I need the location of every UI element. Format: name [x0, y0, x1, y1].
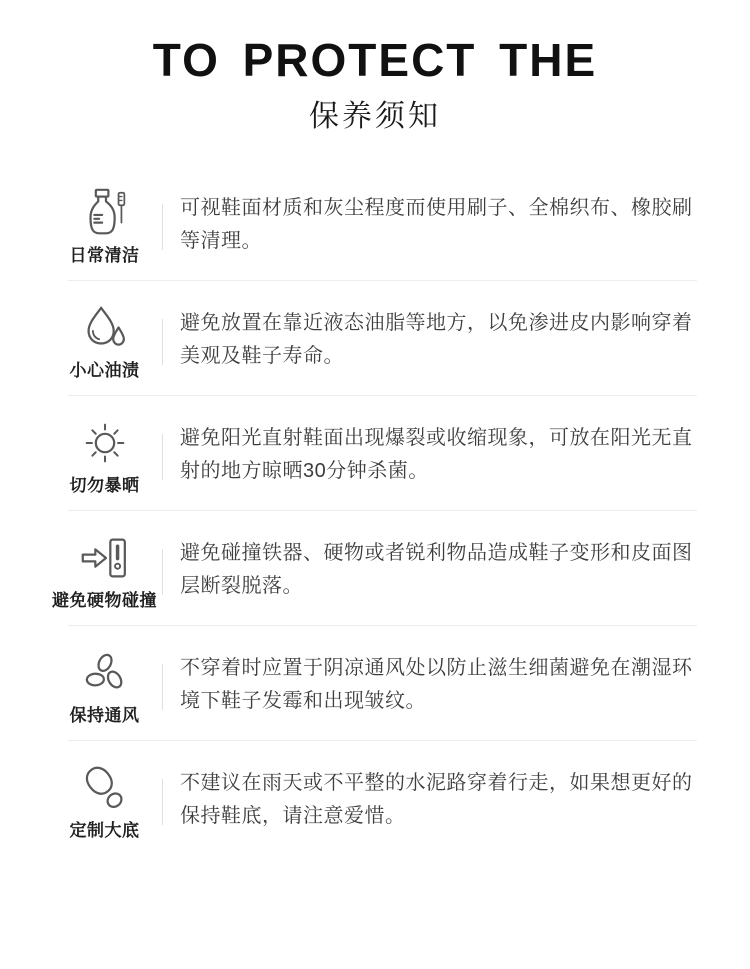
vertical-divider: [162, 319, 163, 365]
page-header: [0, 34, 750, 136]
icon-column: [47, 644, 162, 727]
bottle-brush-icon: [76, 184, 134, 242]
section-label: 保持通风: [69, 706, 140, 725]
care-section-bottle-brush: [47, 166, 705, 281]
section-text: 不穿着时应置于阴凉通风处以防止滋生细菌避免在潮湿环境下鞋子发霉和出现皱纹。: [180, 657, 693, 712]
care-section-water-drop: [47, 281, 705, 396]
vertical-divider: [162, 664, 163, 710]
icon-column: [47, 184, 162, 267]
section-text: 避免碰撞铁器、硬物或者锐利物品造成鞋子变形和皮面图层断裂脱落。: [180, 542, 693, 597]
page-title: TO PROTECT THE: [152, 34, 598, 86]
section-text: 避免放置在靠近液态油脂等地方，以免渗进皮内影响穿着美观及鞋子寿命。: [180, 312, 693, 367]
water-drop-icon: [76, 299, 134, 357]
impact-warning-icon: [76, 529, 134, 587]
vertical-divider: [162, 204, 163, 250]
section-label: 定制大底: [69, 821, 140, 840]
section-label: 小心油渍: [69, 361, 140, 380]
icon-column: [47, 529, 162, 612]
care-section-impact-warning: [47, 511, 705, 626]
sun-icon: [76, 414, 134, 472]
section-label: 日常清洁: [69, 246, 140, 265]
page-subtitle: 保养须知: [309, 100, 441, 133]
vertical-divider: [162, 549, 163, 595]
shoe-sole-icon: [76, 759, 134, 817]
icon-column: [47, 414, 162, 497]
section-text: 避免阳光直射鞋面出现爆裂或收缩现象，可放在阳光无直射的地方晾晒30分钟杀菌。: [180, 427, 693, 482]
section-text: 可视鞋面材质和灰尘程度而使用刷子、全棉织布、橡胶刷等清理。: [180, 197, 693, 252]
care-instructions-page: [0, 34, 750, 969]
vertical-divider: [162, 779, 163, 825]
fan-icon: [76, 644, 134, 702]
section-text: 不建议在雨天或不平整的水泥路穿着行走，如果想更好的保持鞋底，请注意爱惜。: [180, 772, 693, 827]
care-section-shoe-sole: [47, 741, 705, 856]
section-label: 避免硬物碰撞: [52, 591, 157, 610]
section-label: 切勿暴晒: [69, 476, 140, 495]
vertical-divider: [162, 434, 163, 480]
icon-column: [47, 759, 162, 842]
care-section-fan: [47, 626, 705, 741]
care-section-sun: [47, 396, 705, 511]
care-section-list: [47, 166, 705, 856]
icon-column: [47, 299, 162, 382]
